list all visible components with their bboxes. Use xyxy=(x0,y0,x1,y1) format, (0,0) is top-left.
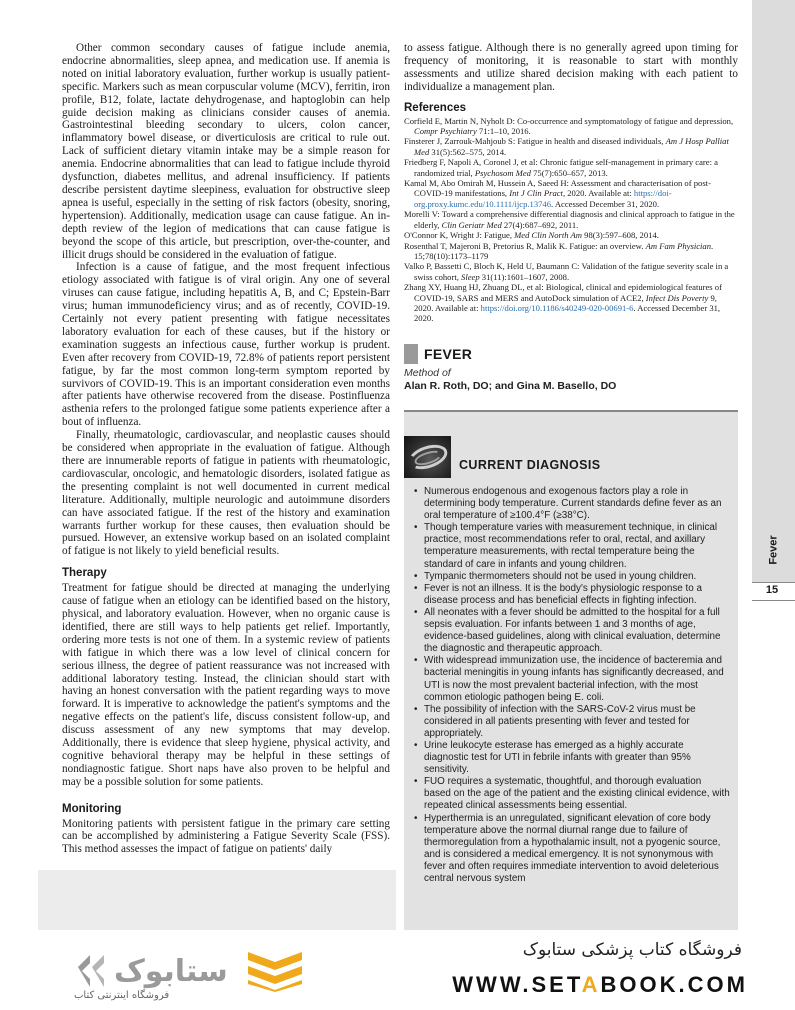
setabook-logo-icon xyxy=(70,945,230,995)
fever-section-header xyxy=(404,344,738,364)
logo-subtitle: فروشگاه اینترنتی کتاب xyxy=(74,990,170,1001)
diagnosis-list-item: • With widespread immunization use, the incidence of bacteremia and bacterial meningitis in young infants has significantly decreased, and UTI is now the most prevalent bacterial infection, with the most common etiologic pathogen being E. coli. xyxy=(414,655,730,703)
reference-item: Valko P, Bassetti C, Bloch K, Held U, Baumann C: Validation of the fatigue severity scale in a swiss cohort, Sleep 31(11):1601–1607, 2008. xyxy=(404,261,729,282)
paragraph: Infection is a cause of fatigue, and the most frequent infectious etiology associated with fatigue is of viral origin. Any one of several viruses can cause fatigue, including hepatitis A, B, and C; Epstein-Barr virus; human immunodeficiency virus; and as of recently, COVID-19. Certainly not every patient presenting with fatigue necessitates laboratory evaluation for each of these causes, but if the history or examination suggests an infectious cause, further workup is prudent. Even after recovery from COVID-19, 72.8% of patients report persistent fatigue, by far the most common long-term symptom reported by survivors of COVID-19. This is an important consideration even months after patients have otherwise recovered from the disease. Postinfluenza asthenia refers to the prolonged fatigue some patients experience after a bout of influenza. xyxy=(62,261,390,429)
url-accent-letter: A xyxy=(581,972,601,997)
references-list xyxy=(404,116,738,324)
reference-item: O'Connor K, Wright J: Fatigue, Med Clin North Am 98(3):597–608, 2014. xyxy=(404,230,659,241)
paragraph: Finally, rheumatologic, cardiovascular, and neoplastic causes should be considered when appropriate in the evaluation of fatigue. Although there are innumerable reports of fatigue in patients with rheumatologic, cardiovascular, oncologic, and hematologic disorders, isolated fatigue as the presenting complaint is not well documented in current medical literature. Additionally, multiple neurologic and autoimmune disorders can have associated fatigue. If the rest of the history and examination warrants further workup for these causes, then evaluation should be pursued. However, an extensive workup based on an isolated complaint of fatigue is not likely to yield beneficial results. xyxy=(62,429,390,558)
section-marker xyxy=(404,344,418,364)
diagnosis-list-item: • Fever is not an illness. It is the body's physiologic response to a disease process and has beneficial effects in fighting infection. xyxy=(414,583,730,607)
monitoring-paragraph: Monitoring patients with persistent fatigue in the primary care setting can be accomplished by administering a Fatigue Severity Scale (FSS). This method assesses the impact of fatigue on patients' daily xyxy=(62,817,390,856)
authors: Alan R. Roth, DO; and Gina M. Basello, DO xyxy=(404,380,617,392)
diagnosis-title: CURRENT DIAGNOSIS xyxy=(459,458,601,472)
left-column xyxy=(62,42,390,856)
diagnosis-list-item: • FUO requires a systematic, thoughtful, and thorough evaluation based on the age of the patient and the existing clinical evidence, with repeated clinical assessments being essential. xyxy=(414,776,730,812)
diagnosis-list-item: • Hyperthermia is an unregulated, significant elevation of core body temperature above the normal diurnal range due to failure of thermoregulation from a hypothalamic insult, not a pyogenic source, and is considered a medical emergency. It is not synonymous with fever and often requires immediate intervention to avoid deleterious central nervous system xyxy=(414,813,730,886)
reference-link[interactable]: https://doi-org.proxy.kumc.edu/10.1111/ijcp.13746 xyxy=(414,188,672,209)
therapy-heading: Therapy xyxy=(62,567,107,580)
method-label: Method of xyxy=(404,367,451,379)
diagnosis-list-item: • The possibility of infection with the SARS-CoV-2 virus must be considered in all patients presenting with fever and tested for appropriately. xyxy=(414,704,730,740)
reference-item: Friedberg F, Napoli A, Coronel J, et al: Chronic fatigue self-management in primary care: a randomized trial, Psychosom Med 75(7):650–657, 2013. xyxy=(404,157,718,178)
reference-item: Kamal M, Abo Omirah M, Hussein A, Saeed H: Assessment and characterisation of post-COVID-19 manifestations, Int J Clin Pract, 2020. Available at: https://doi-org.proxy.kumc.edu/10.1111/ijcp.13746. Accessed December 31, 2020. xyxy=(404,178,711,209)
shop-name: فروشگاه کتاب پزشکی ستابوک xyxy=(522,940,742,960)
diagnosis-list-item: • All neonates with a fever should be admitted to the hospital for a full sepsis evaluation. For infants between 1 and 3 months of age, evidence-based guidelines, along with clinical evaluation, determine the diagnostic and therapeutic approach. xyxy=(414,607,730,655)
references-heading: References xyxy=(404,101,467,114)
side-tab xyxy=(752,0,795,582)
reference-item: Morelli V: Toward a comprehensive differential diagnosis and clinical approach to fatigue in the elderly, Clin Geriatr Med 27(4):687–692, 2011. xyxy=(404,209,735,230)
monitoring-heading: Monitoring xyxy=(62,802,122,815)
fever-title: FEVER xyxy=(424,346,473,362)
diagnosis-list xyxy=(414,486,730,885)
diagnosis-swirl-icon xyxy=(404,436,451,478)
monitoring-shade xyxy=(38,870,396,930)
reference-item: Zhang XY, Huang HJ, Zhuang DL, et al: Biological, clinical and epidemiological features of COVID-19, SARS and MERS and AutoDock simulation of ACE2, Infect Dis Poverty 9, 2020. Available at: https://doi.org/10.1186/s40249-020-00691-6. Accessed December 31, 2020. xyxy=(404,282,722,324)
reference-item: Finsterer J, Zarrouk-Mahjoub S: Fatigue in health and diseased individuals, Am J Hosp Palliat Med 31(5):562–575, 2014. xyxy=(404,136,729,157)
chevron-logo-icon xyxy=(244,948,306,992)
intro-paragraph: to assess fatigue. Although there is no generally agreed upon timing for frequency of monitoring, it is reasonable to start with monthly assessments and utilize shared decision making with each patient to individualize a management plan. xyxy=(404,42,738,93)
paragraph: Other common secondary causes of fatigue include anemia, endocrine abnormalities, sleep apnea, and medication use. If anemia is noted on initial laboratory evaluation, further workup is usually patient-specific. Markers such as mean corpuscular volume (MCV), ferritin, iron profile, B12, folate, lactate dehydrogenase, and haptoglobin can help guide decision making as clinicians consider causes of anemia. Gastrointestinal bleeding secondary to ulcers, colon cancer, inflammatory bowel disease, or diverticulosis are critical to rule out. Lack of sufficient dietary vitamin intake may be a simple reason for anemia. Endocrine abnormalities that can lead to fatigue include thyroid dysfunction, diabetes mellitus, and adrenal insufficiency. If patients describe persistent daytime sleepiness, evaluation for obstructive sleep apnea is useful, especially in the setting of risk factors (obesity, snoring, hypertension). Additionally, medication usage can cause fatigue. An in-depth review of the legion of medications that can cause fatigue is beyond the scope of this article, but prescription, over-the-counter, and illicit drugs should be considered in the evaluation of fatigue. xyxy=(62,42,390,261)
shop-url[interactable]: WWW.SETABOOK.COM xyxy=(452,972,748,997)
page-rule xyxy=(752,582,795,583)
reference-link[interactable]: https://doi.org/10.1186/s40249-020-00691-6 xyxy=(480,302,634,313)
diagnosis-list-item: • Numerous endogenous and exogenous factors play a role in determining body temperature. Current standards define fever as an oral temperature of ≥100.4°F (≥38°C). xyxy=(414,486,730,522)
page-number: 15 xyxy=(765,584,779,596)
reference-item: Rosenthal T, Majeroni B, Pretorius R, Malik K. Fatigue: an overview. Am Fam Physician. 15;78(10):1173–1179 xyxy=(404,240,714,261)
right-column xyxy=(404,42,738,324)
page-rule xyxy=(752,600,795,601)
therapy-paragraph: Treatment for fatigue should be directed at managing the underlying cause of fatigue when an etiology can be identified based on the history, physical, and laboratory evaluation. However, when no organic cause is identified, there are still ways to help patients get relief. Importantly, ordering more tests is not one of them. In a systemic review of patients with fatigue in which there was a low level of clinical concern for serious illness, the degree of patient reassurance was not increased with additional laboratory testing. Instead, the clinician should start with having an honest conversation with the patient regarding ways to move forward. It is imperative to acknowledge the patient's symptoms and the negative effects on the patient's life, discuss consistent follow-up, and discuss assessment of any new symptoms that may develop. Additionally, there is evidence that sleep hygiene, physical activity, and cognitive behavioral therapy may be helpful in these settings of nondiagnostic fatigue. Short naps have also proven to be helpful and may be a possible solution for some patients. xyxy=(62,582,390,788)
diagnosis-list-item: • Urine leukocyte esterase has emerged as a highly accurate diagnostic test for UTI in febrile infants with greater than 95% sensitivity. xyxy=(414,740,730,776)
diagnosis-list-item: • Tympanic thermometers should not be used in young children. xyxy=(414,571,730,583)
reference-item: Corfield E, Martin N, Nyholt D: Co-occurrence and symptomatology of fatigue and depression, Compr Psychiatry 71:1–10, 2016. xyxy=(404,115,734,137)
logo-text: ستابوک xyxy=(114,954,228,989)
side-tab-label: Fever xyxy=(768,535,781,565)
diagnosis-list-item: • Though temperature varies with measurement technique, in clinical practice, most recommendations refer to oral, rectal, and axillary temperature measurements, with rectal temperature being the standard of care in infants and young children. xyxy=(414,522,730,570)
